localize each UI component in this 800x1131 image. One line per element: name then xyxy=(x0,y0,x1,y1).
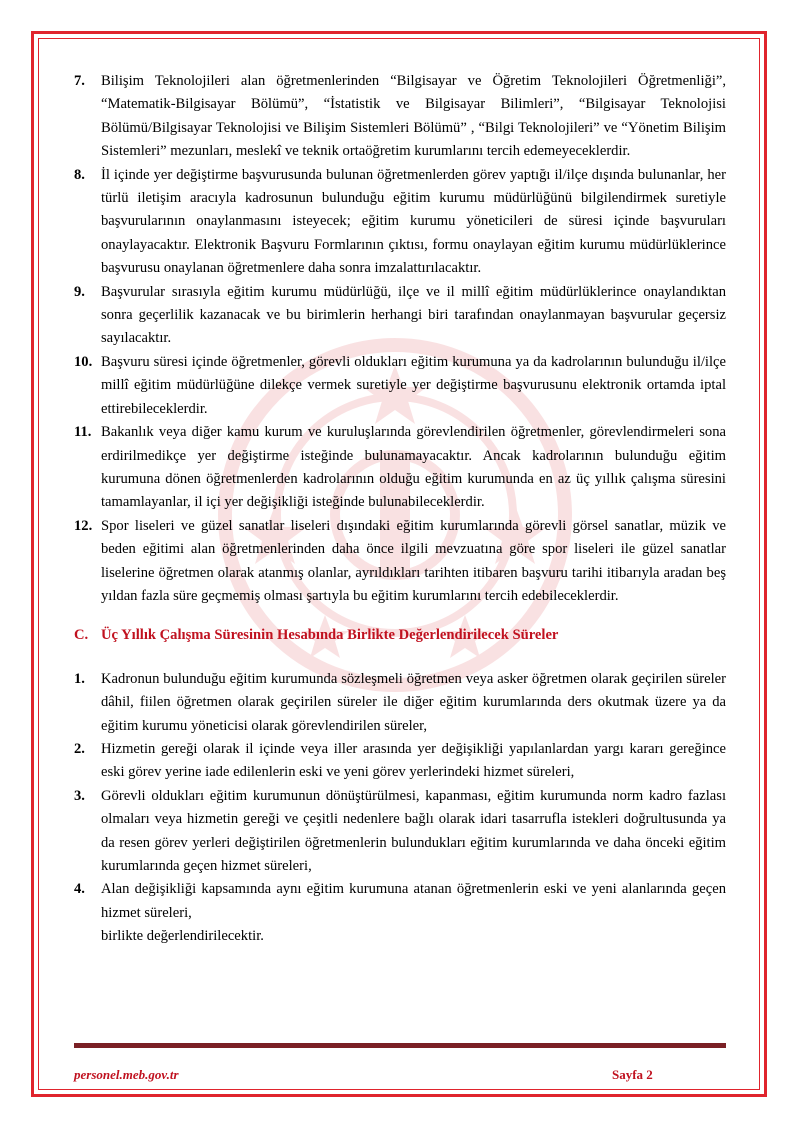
list-item-text: Kadronun bulunduğu eğitim kurumunda sözleşmeli öğretmen veya asker öğretmen olarak geçirilen süreler dâhil, fiilen öğretmen olarak geçirilen süreler ile diğer eğitim kurumlarında ders okutmak üzere ya da eğitim kurumu yöneticisi olarak görevlendirilen süreler, xyxy=(101,670,726,734)
footer-divider xyxy=(74,1043,726,1048)
list-item-text: Bakanlık veya diğer kamu kurum ve kuruluşlarında görevlendirilen öğretmenler, görevlendirmeleri sona erdirilmedikçe yer değiştirme isteğinde bulunamayacaktır. Ancak kadrolarının bulunduğu eğitim kurumuna dönen öğretmenlerden kadrolarının olduğu eğitim kurumunda en az üç yıllık çalışma süresini tamamlayanlar, il içi yer değişikliği isteğinde bulunabileceklerdir. xyxy=(101,424,726,511)
list-item xyxy=(74,281,726,351)
closing-text: birlikte değerlendirilecektir. xyxy=(101,928,264,945)
list-item-number: 10. xyxy=(74,353,93,370)
list-item-number: 4. xyxy=(74,881,85,898)
list-item-text: Spor liseleri ve güzel sanatlar liseleri dışındaki eğitim kurumlarında görevli görsel sanatlar, müzik ve beden eğitimi alan öğretmenlerinden daha önce ilgili mevzuatına göre spor liseleri ile güzel sanatlar liselerine öğretmen olarak atanmış olanlar, ayrıldıkları tarihten itibaren başvuru tarihi itibarıyla aradan beş yıldan fazla süre geçmemiş olması şartıyla bu eğitim kurumlarını tercih edebileceklerdir. xyxy=(101,517,726,604)
list-item-number: 3. xyxy=(74,787,85,804)
list-item xyxy=(74,878,726,925)
list-item-text: Görevli oldukları eğitim kurumunun dönüştürülmesi, kapanması, eğitim kurumunda norm kadro fazlası olmaları veya hizmetin gereği ve çeşitli nedenlere bağlı olarak idari tasarrufla istekleri doğrultusunda ya da resen görev yerleri değiştirilen öğretmenlerin bulundukları eğitim kurumlarında ve daha önceki eğitim kurumlarında geçen hizmet süreleri, xyxy=(101,787,726,874)
document-body xyxy=(74,70,726,949)
list-item-number: 9. xyxy=(74,283,85,300)
section-title: Üç Yıllık Çalışma Süresinin Hesabında Birlikte Değerlendirilecek Süreler xyxy=(101,627,559,644)
list-item-text: Hizmetin gereği olarak il içinde veya iller arasında yer değişikliği yapılanlardan yargı kararı gereğince eski görev yerine iade edilenlerin eski ve yeni görev yerlerindeki hizmet süreleri, xyxy=(101,740,726,781)
list-item xyxy=(74,515,726,609)
list-item-text: Başvuru süresi içinde öğretmenler, görevli oldukları eğitim kurumuna ya da kadrolarının bulunduğu il/ilçe millî eğitim müdürlüğüne dilekçe vermek suretiyle yer değiştirme başvurusunu elektronik ortamda iptal ettirebileceklerdir. xyxy=(101,353,726,417)
list-item-text: Başvurular sırasıyla eğitim kurumu müdürlüğü, ilçe ve il millî eğitim müdürlüklerince onaylandıktan sonra geçerlilik kazanacak ve bu birimlerin herhangi biri tarafından onaylanmayan başvurular geçersiz sayılacaktır. xyxy=(101,283,726,347)
list-item-number: 7. xyxy=(74,73,85,89)
numbered-list-c xyxy=(74,668,726,925)
list-item xyxy=(74,351,726,421)
list-item-number: 11. xyxy=(74,424,92,441)
list-item xyxy=(74,421,726,515)
list-item-number: 2. xyxy=(74,740,85,757)
list-item-number: 12. xyxy=(74,517,93,534)
list-item-number: 1. xyxy=(74,670,85,687)
section-heading xyxy=(74,624,726,647)
footer-page-number: Sayfa 2 xyxy=(612,1067,653,1082)
list-item-text: Bilişim Teknolojileri alan öğretmenlerinden “Bilgisayar ve Öğretim Teknolojileri Öğretmenliği”, “Matematik-Bilgisayar Bölümü”, “İstatistik ve Bilgisayar Bilimleri”, “Bilgisayar Teknolojisi Bölümü/Bilgisayar Teknolojisi ve Bilişim Sistemleri Bölümü” , “Bilgi Teknolojileri” ve “Yönetim Bilişim Sistemleri” mezunları, meslekî ve teknik ortaöğretim kurumlarını tercih edemeyeceklerdir. xyxy=(101,73,726,160)
list-item-text: İl içinde yer değiştirme başvurusunda bulunan öğretmenlerden görev yaptığı il/ilçe dışında bulunanlar, her türlü iletişim aracıyla kadrosunun bulunduğu eğitim kurumu müdürlüğünü bilgilendirmek suretiyle başvurularının onaylanmasını isteyecek; eğitim kurumu yöneticileri de süresi içinde başvuruları onaylayacaktır. Elektronik Başvuru Formlarının çıktısı, formu onaylayan eğitim kurumu müdürlüklerince başvurusu onaylanan öğretmenlere daha sonra imzalattırılacaktır. xyxy=(101,166,726,277)
list-item xyxy=(74,70,726,164)
section-letter: C. xyxy=(74,627,89,644)
list-item xyxy=(74,164,726,281)
footer-website-link[interactable]: personel.meb.gov.tr xyxy=(74,1067,179,1082)
list-item xyxy=(74,785,726,879)
list-item xyxy=(74,738,726,785)
list-item-text: Alan değişikliği kapsamında aynı eğitim kurumuna atanan öğretmenlerin eski ve yeni alanlarında geçen hizmet süreleri, xyxy=(101,881,726,921)
list-item xyxy=(74,668,726,738)
numbered-list-b xyxy=(74,70,726,608)
list-item-number: 8. xyxy=(74,166,85,183)
